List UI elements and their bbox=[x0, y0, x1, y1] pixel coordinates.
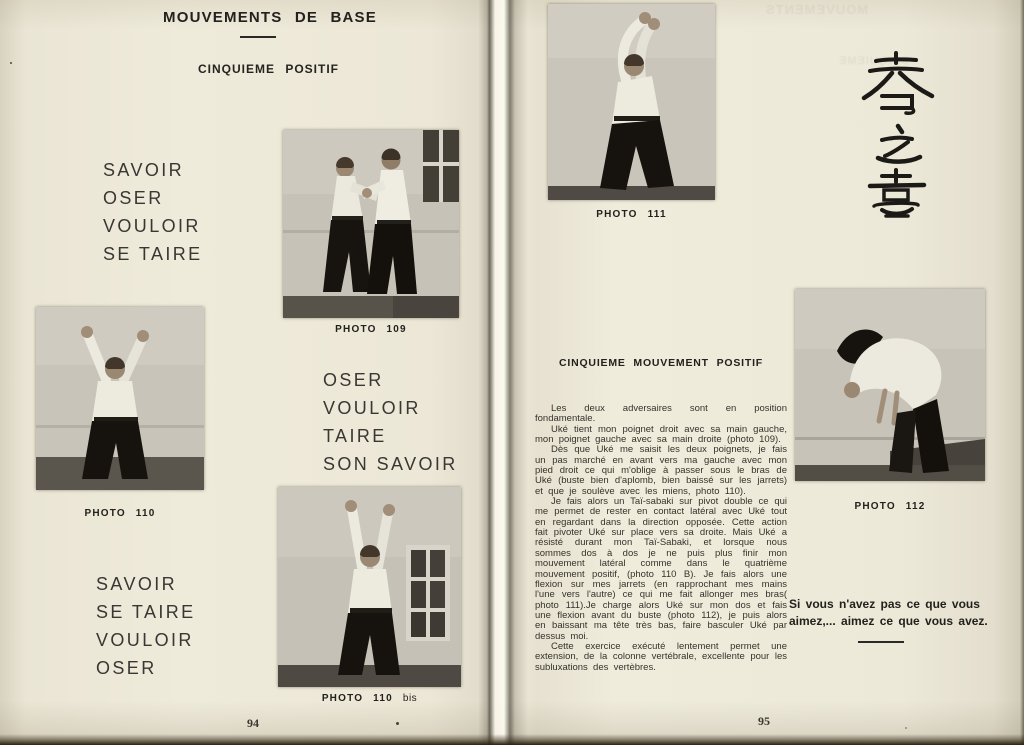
caption-label: PHOTO 110 bbox=[321, 693, 393, 704]
body-paragraph: Dès que Uké me saisit les deux poignets, je fais un pas marché en avant vers ma gauche avec mon pied droit ce qui m'oblige à passer sous le bras de Uké (buste bien d'aplomb, bien baissé sur les jarrets) et que je soulève avec les miens, photo 110). bbox=[535, 444, 787, 497]
photo-110 bbox=[36, 307, 204, 490]
photo-caption-109: PHOTO 109 bbox=[335, 324, 407, 335]
motto-line: TAIRE bbox=[323, 426, 387, 446]
motto-line: OSER bbox=[323, 370, 384, 390]
photo-112 bbox=[795, 289, 985, 481]
motto-line: VOULOIR bbox=[103, 216, 201, 236]
photo-109 bbox=[283, 130, 459, 318]
bleed-through-text: CINQUIEME bbox=[838, 55, 910, 67]
motto-line: VOULOIR bbox=[323, 398, 421, 418]
book-gutter-shadow bbox=[478, 0, 528, 745]
motto-line: OSER bbox=[96, 658, 157, 678]
motto-line: VOULOIR bbox=[96, 630, 194, 650]
motto-line: SON SAVOIR bbox=[323, 454, 458, 474]
motto-line: SAVOIR bbox=[103, 160, 185, 180]
motto-block-3 bbox=[96, 570, 196, 682]
motto-line: SE TAIRE bbox=[103, 244, 203, 264]
scan-edge-bottom bbox=[0, 734, 1024, 745]
photo-caption-111: PHOTO 111 bbox=[596, 209, 667, 220]
aikido-arms-raised-illustration bbox=[36, 307, 204, 490]
dust-speck bbox=[396, 722, 399, 725]
body-text-column bbox=[535, 404, 787, 673]
aikido-arms-up-illustration bbox=[278, 487, 461, 687]
calligraphy-strokes bbox=[852, 50, 940, 218]
motto-block-1 bbox=[103, 156, 203, 268]
movement-heading: CINQUIEME MOUVEMENT POSITIF bbox=[558, 357, 764, 369]
photo-caption-112: PHOTO 112 bbox=[854, 501, 926, 512]
photo-caption-110: PHOTO 110 bbox=[84, 508, 156, 519]
section-subtitle: CINQUIEME POSITIF bbox=[198, 62, 340, 76]
motto-line: SE TAIRE bbox=[96, 602, 196, 622]
aikido-backbend-illustration bbox=[548, 4, 715, 200]
caption-suffix: bis bbox=[402, 693, 418, 704]
motto-block-2 bbox=[323, 366, 458, 478]
page-number-left: 94 bbox=[247, 716, 259, 730]
scan-edge-right bbox=[1020, 0, 1024, 745]
aikido-pair-illustration bbox=[283, 130, 459, 318]
body-paragraph: Cette exercice exécuté lentement permet une extension, de la colonne vertébrale, excellente pour les subluxations des vertèbres. bbox=[535, 640, 787, 673]
motto-line: SAVOIR bbox=[96, 574, 178, 594]
title-underline bbox=[240, 36, 276, 38]
body-paragraph: Je fais alors un Taï-sabaki sur pivot double ce qui me permet de rester en contact latéral avec Uké tout en regardant dans la direction opposée. Cette action fait pivoter Uké sur place vers sa droite. Mais Uké a résisté durant mon Taï-Sabaki, et lorsque nous sommes dos à dos je ne puis plus finir mon mouvement latéral comme dans le quatrième mouvement positif, (photo 110 B). Je fais alors une flexion sur mes jarrets (en rapprochant mes mains l'une vers l'autre) ce qui me fait allonger mes bras( photo 111).Je charge alors Uké sur mon dos et fais une flexion avant du buste (photo 112), je puis alors en baissant ma tête très bas, faire basculer Uké par dessus moi. bbox=[535, 496, 787, 642]
motto-line: OSER bbox=[103, 188, 164, 208]
body-paragraph: Les deux adversaires sont en position fondamentale. bbox=[535, 403, 787, 425]
pull-quote: Si vous n'avez pas ce que vous aimez,... aimez ce que vous avez. bbox=[789, 597, 988, 628]
page-title: MOUVEMENTS DE BASE bbox=[163, 9, 377, 26]
quote-underline bbox=[858, 641, 904, 643]
calligraphy bbox=[852, 50, 940, 218]
photo-caption-110bis bbox=[278, 693, 461, 704]
dust-speck bbox=[10, 62, 12, 64]
body-paragraph: Uké tient mon poignet droit avec sa main gauche, mon poignet gauche avec sa main droite (photo 109). bbox=[535, 423, 787, 446]
aikido-back-carry-illustration bbox=[795, 289, 985, 481]
photo-111 bbox=[548, 4, 715, 200]
photo-110bis bbox=[278, 487, 461, 687]
page-number-right: 95 bbox=[758, 714, 770, 728]
dust-speck bbox=[905, 727, 907, 729]
bleed-through-text: MOUVEMENTS bbox=[765, 2, 869, 17]
